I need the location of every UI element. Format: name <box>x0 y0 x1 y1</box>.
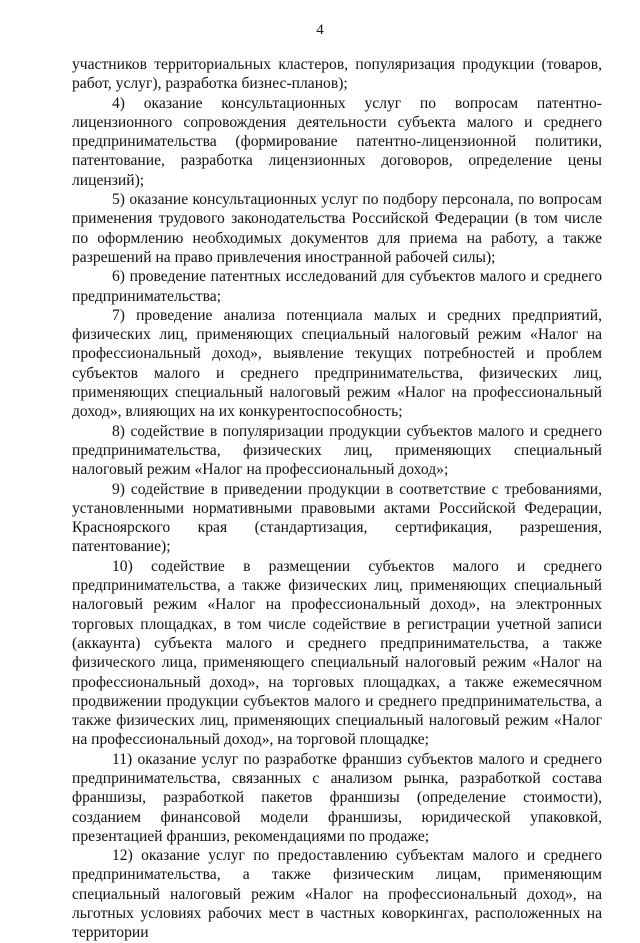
paragraph-item-7: 7) проведение анализа потенциала малых и средних предприятий, физических лиц, применяющих специальный налоговый режим «Налог на профессиональный доход», выявление текущих потребностей и проблем субъектов малого и среднего предпринимательства, физических лиц, применяющих специальный налоговый режим «Налог на профессиональный доход», влияющих на их конкурентоспособность; <box>72 306 602 421</box>
paragraph-item-5: 5) оказание консультационных услуг по подбору персонала, по вопросам применения трудового законодательства Российской Федерации (в том числе по оформлению необходимых документов для приема на работу, а также разрешений на право привлечения иностранной рабочей силы); <box>72 191 602 266</box>
paragraph-item-11: 11) оказание услуг по разработке франшиз субъектов малого и среднего предпринимательства, связанных с анализом рынка, разработкой состава франшизы, разработкой пакетов франшизы (определение стоимости), созданием финансовой модели франшизы, юридической упаковкой, презентацией франшиз, рекомендациями по продаже; <box>72 750 602 845</box>
document-body <box>72 55 602 943</box>
paragraph-item-4: 4) оказание консультационных услуг по вопросам патентно-лицензионного сопровождения деятельности субъекта малого и среднего предпринимательства (формирование патентно-лицензионной политики, патентование, разработка лицензионных договоров, определение цены лицензий); <box>72 94 602 189</box>
paragraph-item-12: 12) оказание услуг по предоставлению субъектам малого и среднего предпринимательства, а также физическим лицам, применяющим специальный налоговый режим «Налог на профессиональный доход», на льготных условиях рабочих мест в частных коворкингах, расположенных на территории <box>72 847 602 942</box>
paragraph-continuation: участников территориальных кластеров, популяризация продукции (товаров, работ, услуг), разработка бизнес-планов); <box>72 56 602 93</box>
paragraph-item-8: 8) содействие в популяризации продукции субъектов малого и среднего предпринимательства, физических лиц, применяющих специальный налоговый режим «Налог на профессиональный доход»; <box>72 422 602 479</box>
paragraph-item-10: 10) содействие в размещении субъектов малого и среднего предпринимательства, а также физических лиц, применяющих специальный налоговый режим «Налог на профессиональный доход», на электронных торговых площадках, в том числе содействие в регистрации учетной записи (аккаунта) субъекта малого и среднего предпринимательства, а также физического лица, применяющего специальный налоговый режим «Налог на профессиональный доход», на торговых площадках, а также ежемесячном продвижении продукции субъектов малого и среднего предпринимательства, а также физических лиц, применяющих специальный налоговый режим «Налог на профессиональный доход», на торговой площадке; <box>72 557 602 749</box>
paragraph-item-9: 9) содействие в приведении продукции в соответствие с требованиями, установленными нормативными правовыми актами Российской Федерации, Красноярского края (стандартизация, сертификация, разрешения, патентование); <box>72 480 602 556</box>
paragraph-item-6: 6) проведение патентных исследований для субъектов малого и среднего предпринимательства; <box>72 268 602 305</box>
page-number: 4 <box>316 22 324 38</box>
